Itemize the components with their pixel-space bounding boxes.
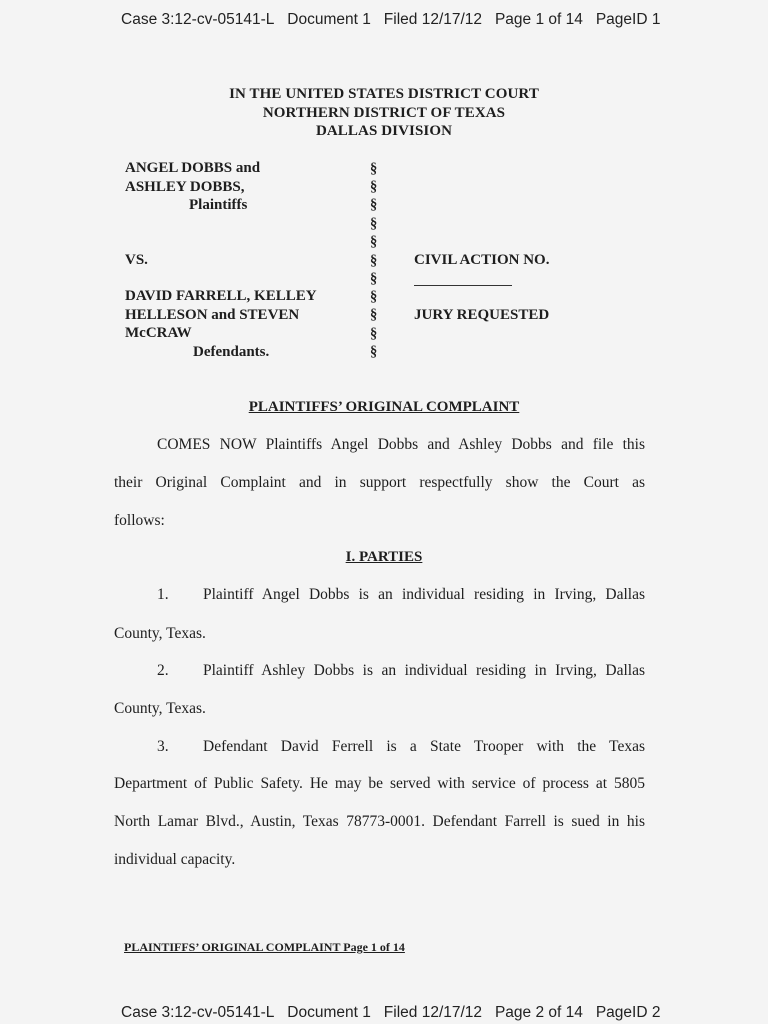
page-footer: PLAINTIFFS’ ORIGINAL COMPLAINT Page 1 of 14 (124, 940, 405, 954)
paragraph-2-line-1: Plaintiff Ashley Dobbs is an individual residing in Irving, Dallas (203, 662, 645, 679)
case-number: Case 3:12-cv-05141-L (121, 1004, 275, 1021)
paragraph-number: 2. (157, 662, 169, 679)
jury-requested: JURY REQUESTED (414, 307, 550, 323)
section-mark: § (370, 253, 378, 269)
plaintiff-name-1: ANGEL DOBBS and (125, 160, 261, 176)
defendant-name-1: DAVID FARRELL, KELLEY (125, 288, 317, 304)
page-indicator: Page 2 of 14 (494, 1004, 583, 1021)
paragraph-3-line-2: Department of Public Safety. He may be served with service of process at 5805 (114, 775, 645, 792)
page-indicator: Page 1 of 14 (494, 11, 583, 28)
ecf-header-top (121, 11, 660, 29)
document-number: Document 1 (287, 1004, 371, 1021)
filed-date: Filed 12/17/12 (383, 1004, 483, 1021)
defendant-name-2: HELLESON and STEVEN (125, 307, 300, 323)
ecf-header-bottom (121, 1004, 660, 1022)
intro-line-2: their Original Complaint and in support respectfully show the Court as (114, 474, 645, 491)
paragraph-3-line-1: Defendant David Ferrell is a State Trooper with the Texas (203, 738, 645, 755)
court-name: IN THE UNITED STATES DISTRICT COURT (229, 86, 539, 102)
civil-action-number-blank (414, 285, 512, 286)
paragraph-number: 1. (157, 586, 169, 603)
defendant-name-3: McCRAW (125, 325, 192, 341)
versus-label: VS. (125, 252, 148, 268)
court-division: DALLAS DIVISION (315, 123, 453, 139)
section-mark: § (370, 326, 378, 342)
complaint-title: PLAINTIFFS’ ORIGINAL COMPLAINT (248, 399, 520, 415)
paragraph-1-line-2: County, Texas. (114, 625, 206, 642)
section-mark: § (370, 161, 378, 177)
section-mark: § (370, 179, 378, 195)
paragraph-2-line-2: County, Texas. (114, 700, 206, 717)
section-mark: § (370, 271, 378, 287)
section-heading-parties: I. PARTIES (345, 549, 423, 565)
paragraph-1-line-1: Plaintiff Angel Dobbs is an individual residing in Irving, Dallas (203, 586, 645, 603)
defendants-label: Defendants. (193, 344, 270, 360)
document-number: Document 1 (287, 11, 371, 28)
intro-line-3: follows: (114, 512, 165, 529)
court-district: NORTHERN DISTRICT OF TEXAS (262, 105, 506, 121)
section-mark: § (370, 307, 378, 323)
paragraph-3-line-3: North Lamar Blvd., Austin, Texas 78773-0001. Defendant Farrell is sued in his (114, 813, 645, 830)
plaintiffs-label: Plaintiffs (189, 197, 248, 213)
page-id: PageID 2 (595, 1004, 661, 1021)
civil-action-label: CIVIL ACTION NO. (414, 252, 550, 268)
plaintiff-name-2: ASHLEY DOBBS, (125, 179, 245, 195)
section-mark: § (370, 197, 378, 213)
section-mark: § (370, 216, 378, 232)
section-mark: § (370, 344, 378, 360)
filed-date: Filed 12/17/12 (383, 11, 483, 28)
page-id: PageID 1 (595, 11, 661, 28)
paragraph-3-line-4: individual capacity. (114, 851, 236, 868)
case-number: Case 3:12-cv-05141-L (121, 11, 275, 28)
section-mark: § (370, 234, 378, 250)
paragraph-number: 3. (157, 738, 169, 755)
section-mark: § (370, 289, 378, 305)
intro-line-1: COMES NOW Plaintiffs Angel Dobbs and Ashley Dobbs and file this (157, 436, 645, 453)
